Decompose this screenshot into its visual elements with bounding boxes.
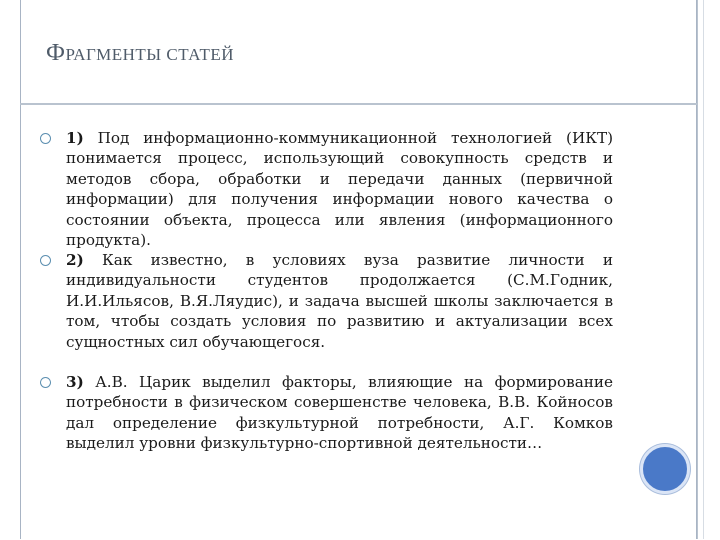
title-rest: РАГМЕНТЫ СТАТЕЙ <box>65 45 235 64</box>
item-text <box>66 250 613 352</box>
item-body: Под информационно-коммуникационной технологией (ИКТ) понимается процесс, использующий совокупность средств и методов сбора, обработки и передачи данных (первичной информации) для получения информации нового качества о состоянии объекта, процесса или явления (информационного продукта). <box>66 129 614 250</box>
item-number: 1) <box>66 129 84 147</box>
right-border-line-outer <box>703 0 704 539</box>
item-body: А.В. Царик выделил факторы, влияющие на формирование потребности в физическом совершенстве человека, В.В. Койносов дал определение физкультурной потребности, А.Г. Комков выделил уровни физкультурно-спортивной деятельности… <box>66 373 614 453</box>
item-text <box>66 372 613 454</box>
circle-bullet-icon <box>40 377 51 388</box>
circle-bullet-icon <box>40 255 51 266</box>
item-number: 2) <box>66 251 84 269</box>
slide-title <box>46 40 234 67</box>
item-body: Как известно, в условиях вуза развитие личности и индивидуальности студентов продолжается (С.М.Годник, И.И.Ильясов, В.Я.Ляудис), и задача высшей школы заключается в том, чтобы создать условия по развитию и актуализации всех сущностных сил обучающегося. <box>66 251 613 351</box>
right-border-line <box>697 0 698 539</box>
item-text <box>66 128 613 250</box>
circle-bullet-icon <box>40 133 51 144</box>
item-number: 3) <box>66 373 84 391</box>
title-divider <box>20 103 697 105</box>
title-first-letter: Ф <box>46 40 66 66</box>
decorative-circle-icon <box>640 444 690 494</box>
